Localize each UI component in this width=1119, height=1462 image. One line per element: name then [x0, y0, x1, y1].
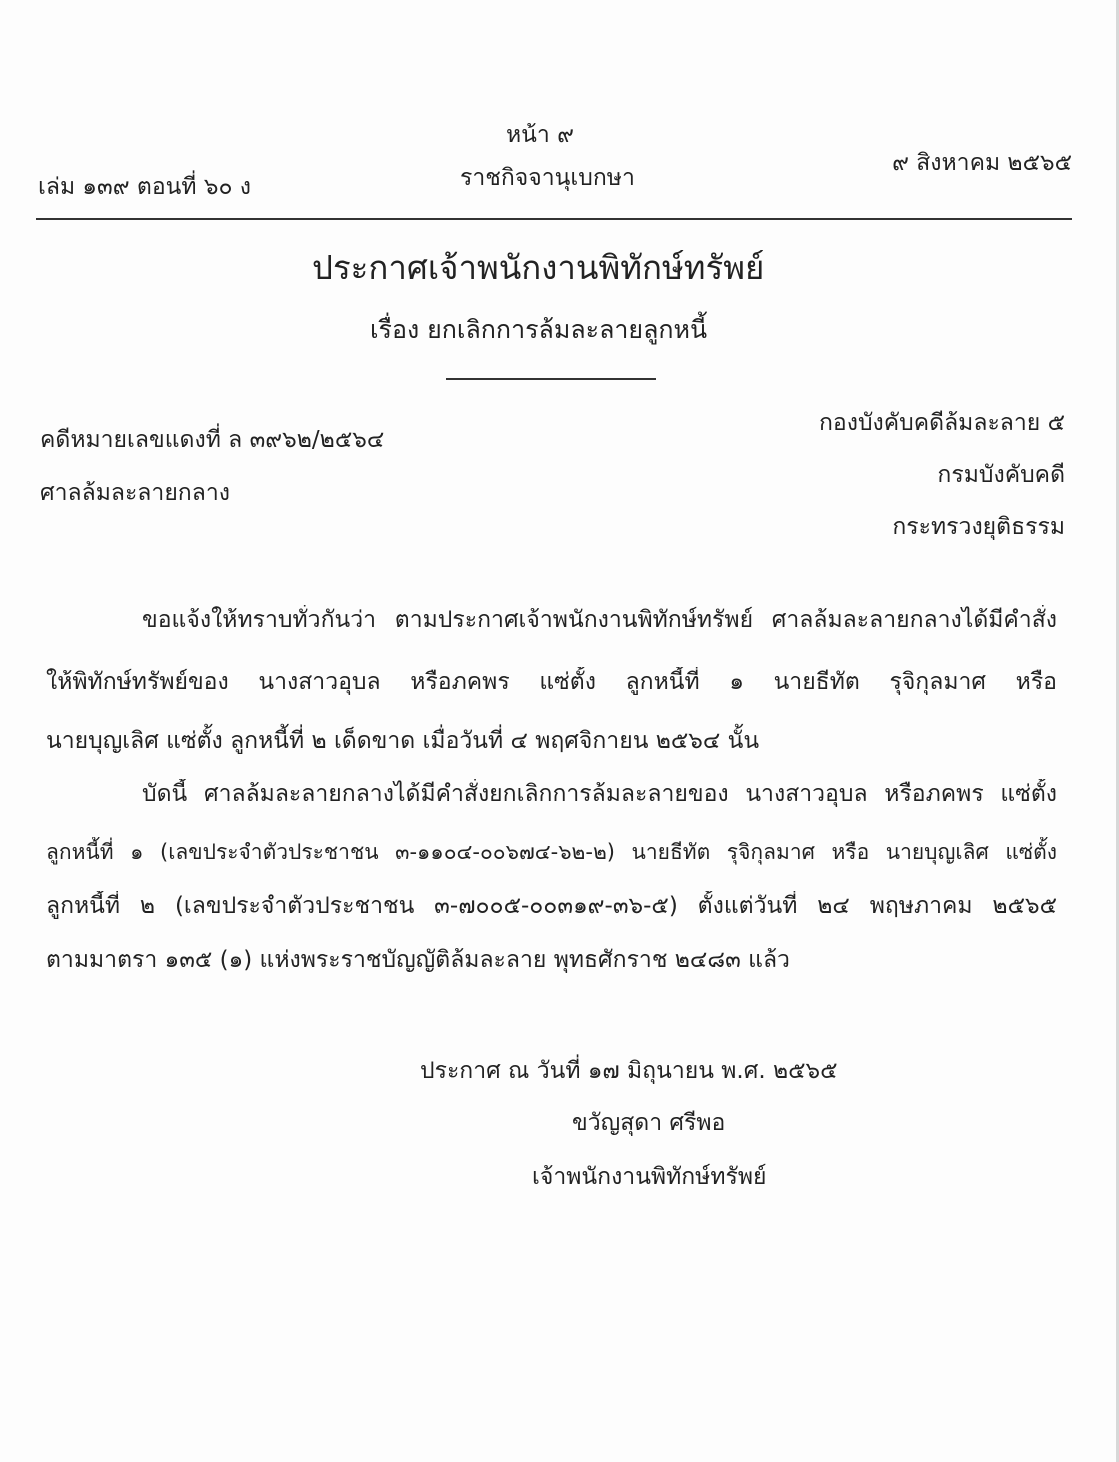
header-publication: ราชกิจจานุเบกษา: [460, 165, 635, 191]
header-page-number: หน้า ๙: [506, 122, 574, 148]
page-title: ประกาศเจ้าพนักงานพิทักษ์ทรัพย์: [312, 248, 765, 287]
page-subject: เรื่อง ยกเลิกการล้มละลายลูกหนี้: [370, 315, 708, 344]
office-ministry: กระทรวงยุติธรรม: [892, 514, 1065, 540]
paragraph-2-line-4: ตามมาตรา ๑๓๕ (๑) แห่งพระราชบัญญัติล้มละลาย พุทธศักราช ๒๔๘๓ แล้ว: [46, 947, 790, 973]
signature-date: ประกาศ ณ วันที่ ๑๗ มิถุนายน พ.ศ. ๒๕๖๕: [420, 1058, 838, 1084]
case-number: คดีหมายเลขแดงที่ ล ๓๙๖๒/๒๕๖๔: [40, 427, 385, 453]
signature-position: เจ้าพนักงานพิทักษ์ทรัพย์: [532, 1164, 767, 1190]
paragraph-1-line-2: ให้พิทักษ์ทรัพย์ของ นางสาวอุบล หรือภคพร แซ่ตั้ง ลูกหนี้ที่ ๑ นายธีทัต รุจิกุลมาศ หรือ: [46, 669, 1057, 695]
paragraph-1-line-1: ขอแจ้งให้ทราบทั่วกันว่า ตามประกาศเจ้าพนักงานพิทักษ์ทรัพย์ ศาลล้มละลายกลางได้มีคำสั่ง: [142, 607, 1057, 633]
signature-name: ขวัญสุดา ศรีพอ: [572, 1110, 726, 1136]
header-divider: [36, 218, 1072, 220]
paragraph-2-line-3: ลูกหนี้ที่ ๒ (เลขประจำตัวประชาชน ๓-๗๐๐๕-๐๐๓๑๙-๓๖-๕) ตั้งแต่วันที่ ๒๔ พฤษภาคม ๒๕๖๕: [46, 893, 1057, 919]
paragraph-2-line-1: บัดนี้ ศาลล้มละลายกลางได้มีคำสั่งยกเลิกการล้มละลายของ นางสาวอุบล หรือภคพร แซ่ตั้ง: [142, 781, 1057, 807]
office-division: กองบังคับคดีล้มละลาย ๕: [818, 410, 1065, 436]
title-divider: [446, 378, 656, 380]
header-date: ๙ สิงหาคม ๒๕๖๕: [892, 150, 1072, 176]
paragraph-1-line-3: นายบุญเลิศ แซ่ตั้ง ลูกหนี้ที่ ๒ เด็ดขาด เมื่อวันที่ ๔ พฤศจิกายน ๒๕๖๔ นั้น: [46, 728, 760, 754]
paragraph-2-line-2: ลูกหนี้ที่ ๑ (เลขประจำตัวประชาชน ๓-๑๑๐๔-๐๐๖๗๔-๖๒-๒) นายธีทัต รุจิกุลมาศ หรือ นายบุญเลิศ แซ่ตั้ง: [46, 840, 1057, 864]
court-name: ศาลล้มละลายกลาง: [40, 480, 230, 506]
office-department: กรมบังคับคดี: [937, 462, 1065, 488]
header-volume: เล่ม ๑๓๙ ตอนที่ ๖๐ ง: [38, 174, 252, 200]
